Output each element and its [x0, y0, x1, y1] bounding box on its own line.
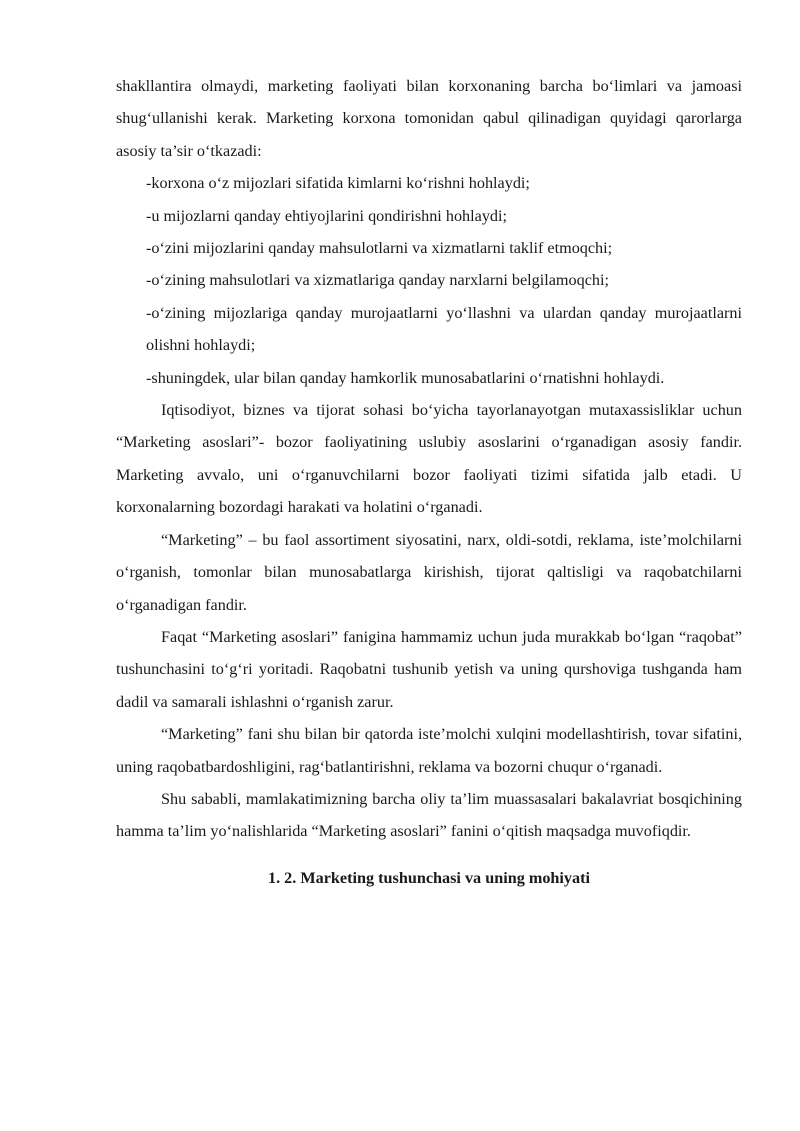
list-item: -u mijozlarni qanday ehtiyojlarini qondirishni hohlaydi;	[146, 206, 508, 225]
list-item: -korxona o‘z mijozlari sifatida kimlarni ko‘rishni hohlaydi;	[146, 174, 530, 193]
list-item: -o‘zining mijozlariga qanday murojaatlarni yo‘llashni va ulardan qanday murojaatlarni olishni hohlaydi;	[146, 303, 742, 355]
decision-list	[116, 167, 742, 394]
list-item: -o‘zini mijozlarini qanday mahsulotlarni va xizmatlarni taklif etmoqchi;	[146, 239, 613, 258]
paragraph: “Marketing” fani shu bilan bir qatorda iste’molchi xulqini modellashtirish, tovar sifatini, uning raqobatbardoshligini, rag‘batlantirishni, reklama va bozorni chuqur o‘rganadi.	[116, 725, 742, 776]
document-body	[116, 70, 742, 894]
paragraph: “Marketing” – bu faol assortiment siyosatini, narx, oldi-sotdi, reklama, iste’molchilarni o‘rganish, tomonlar bilan munosabatlarga kirishish, tijorat qaltisligi va raqobatchilarni o‘rganadigan fandir.	[116, 530, 742, 614]
paragraph: Shu sababli, mamlakatimizning barcha oliy ta’lim muassasalari bakalavriat bosqichining hamma ta’lim yo‘nalishlarida “Marketing asoslari” fanini o‘qitish maqsadga muvofiqdir.	[116, 789, 742, 841]
list-item: -o‘zining mahsulotlari va xizmatlariga qanday narxlarni belgilamoqchi;	[146, 271, 609, 290]
paragraph: Faqat “Marketing asoslari” fanigina hammamiz uchun juda murakkab bo‘lgan “raqobat” tushunchasini to‘g‘ri yoritadi. Raqobatni tushunib yetish va uning qurshoviga tushganda ham dadil va samarali ishlashni o‘rganish zarur.	[116, 627, 742, 711]
section-heading: 1. 2. Marketing tushunchasi va uning mohiyati	[267, 868, 590, 887]
list-item: -shuningdek, ular bilan qanday hamkorlik munosabatlarini o‘rnatishni hohlaydi.	[146, 368, 665, 387]
paragraph: Iqtisodiyot, biznes va tijorat sohasi bo‘yicha tayorlanayotgan mutaxassisliklar uchun “Marketing asoslari”- bozor faoliyatining uslubiy asoslarini o‘rganadigan asosiy fandir. Marketing avvalo, uni o‘rganuvchilarni bozor faoliyati tizimi sifatida jalb etadi. U korxonalarning bozordagi harakati va holatini o‘rganadi.	[116, 401, 742, 517]
intro-paragraph: shakllantira olmaydi, marketing faoliyati bilan korxonaning barcha bo‘limlari va jamoasi shug‘ullanishi kerak. Marketing korxona tomonidan qabul qilinadigan quyidagi qarorlarga asosiy ta’sir o‘tkazadi:	[116, 77, 742, 160]
